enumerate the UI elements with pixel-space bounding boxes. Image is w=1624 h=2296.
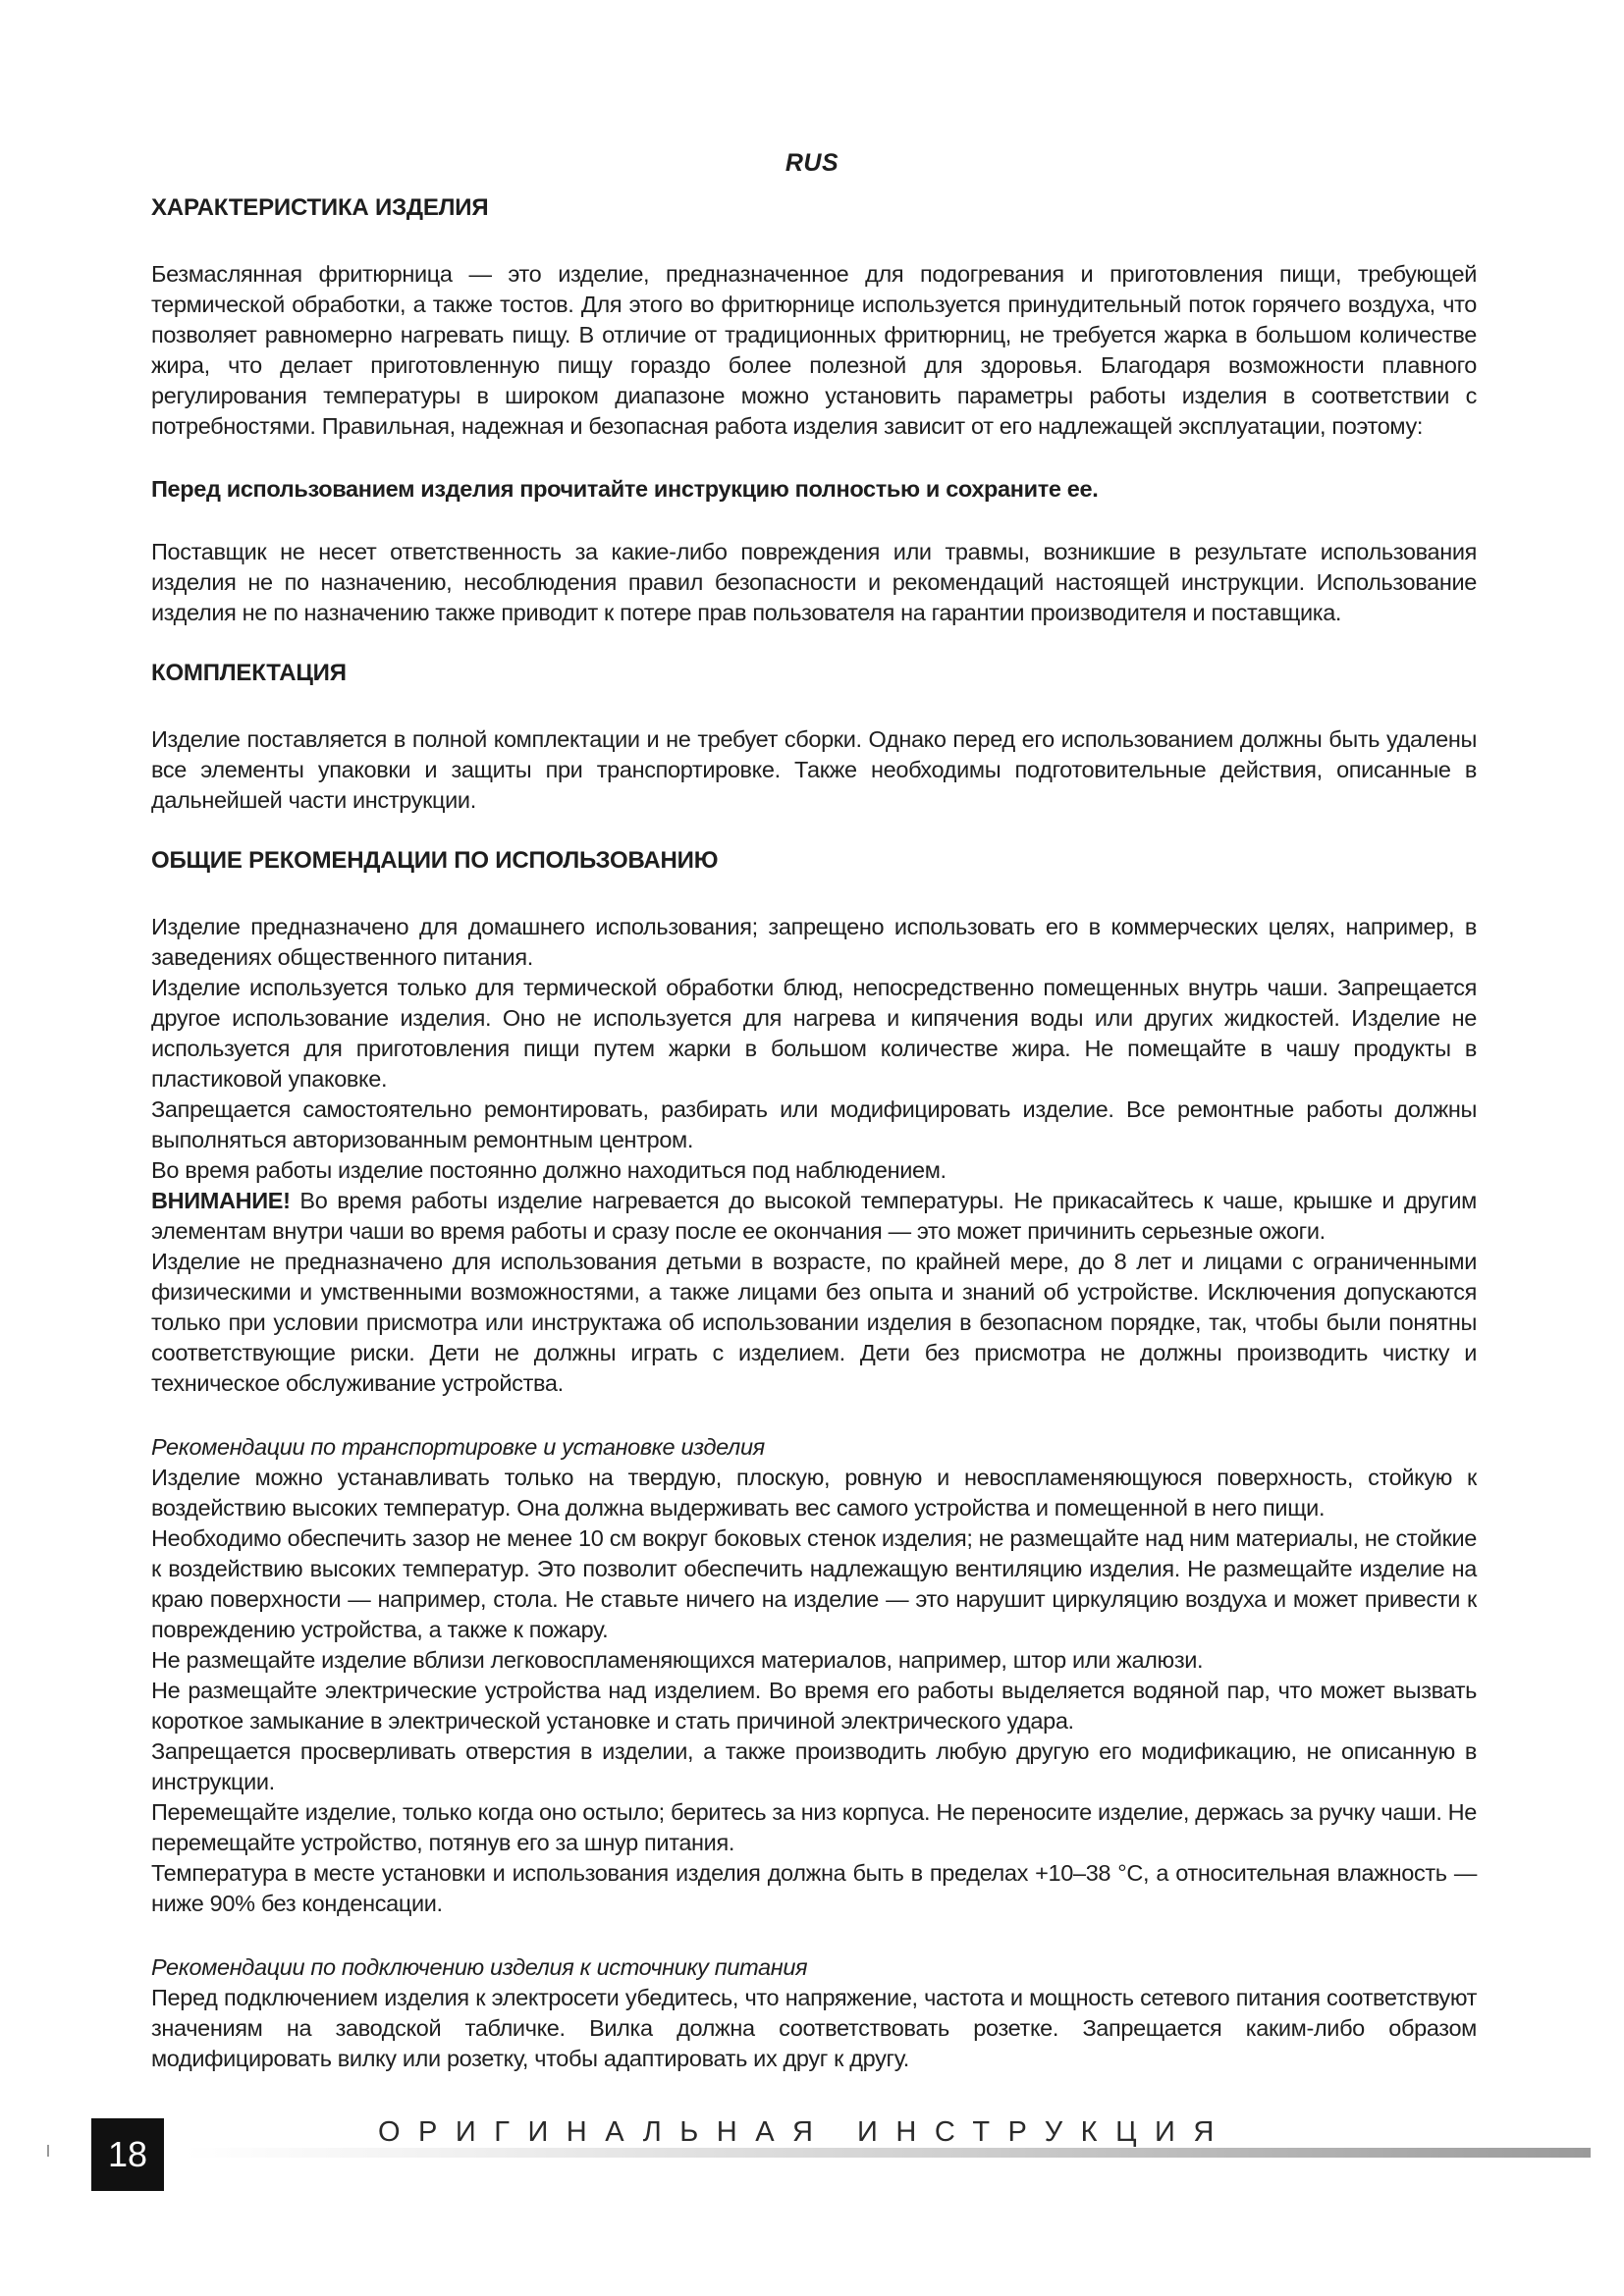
paragraph-repairs: Запрещается самостоятельно ремонтировать, разбирать или модифицировать изделие. Все ремонтные работы должны выполняться авторизованным ремонтным центром. (151, 1096, 1477, 1152)
paragraph-moving: Перемещайте изделие, только когда оно остыло; беритесь за низ корпуса. Не переносите изделие, держась за ручку чаши. Не перемещайте устройство, потянув его за шнур питания. (151, 1799, 1478, 1855)
page-content (151, 192, 1477, 2074)
paragraph-household-use: Изделие предназначено для домашнего использования; запрещено использовать его в коммерческих целях, например, в заведениях общественного питания. (151, 914, 1477, 970)
paragraph-package-contents: Изделие поставляется в полной комплектации и не требует сборки. Однако перед его использованием должны быть удалены все элементы упаковки и защиты при транспортировке. Также необходимы подготовительные действия, описанные в дальнейшей части инструкции. (151, 726, 1477, 813)
paragraph-temperature: Температура в месте установки и использования изделия должна быть в пределах +10–38 °С, а относительная влажность — ниже 90% без конденсации. (151, 1860, 1477, 1916)
paragraph-supplier-liability: Поставщик не несет ответственность за какие-либо повреждения или травмы, возникшие в результате использования изделия не по назначению, несоблюдения правил безопасности и рекомендаций настоящей инструкции. Использование изделия не по назначению также приводит к потере прав пользователя на гарантии производителя и поставщика. (151, 539, 1477, 625)
footer-gradient-line (185, 2148, 1591, 2158)
paragraph-electrical-devices: Не размещайте электрические устройства над изделием. Во время его работы выделяется водяной пар, что может вызвать короткое замыкание в электрической установке и стать причиной электрического удара. (151, 1678, 1477, 1734)
warning-keyword: ВНИМАНИЕ! (151, 1188, 291, 1213)
paragraph-supervision: Во время работы изделие постоянно должно находиться под наблюдением. (151, 1157, 947, 1183)
footer-caption: ОРИГИНАЛЬНАЯ ИНСТРУКЦИЯ (378, 2116, 1232, 2148)
paragraph-power-connection: Перед подключением изделия к электросети убедитесь, что напряжение, частота и мощность сетевого питания соответствуют значениям на заводской табличке. Вилка должна соответствовать розетке. Запрещается каким-либо образом модифицировать вилку или розетку, чтобы адаптировать их друг к другу. (151, 1985, 1477, 2071)
paragraph-surface: Изделие можно устанавливать только на твердую, плоскую, ровную и невоспламеняющуюся поверхность, стойкую к воздействию высоких температур. Она должна выдерживать вес самого устройства и помещенной в него пищи. (151, 1465, 1477, 1521)
language-label: RUS (785, 149, 839, 177)
paragraph-flammables: Не размещайте изделие вблизи легковоспламеняющихся материалов, например, штор или жалюзи. (151, 1647, 1204, 1673)
section-title-general-recommendations: ОБЩИЕ РЕКОМЕНДАЦИИ ПО ИСПОЛЬЗОВАНИЮ (151, 847, 719, 874)
paragraph-read-instructions: Перед использованием изделия прочитайте инструкцию полностью и сохраните ее. (151, 476, 1099, 502)
paragraph-warning (151, 1186, 1477, 1247)
paragraph-product-description: Безмаслянная фритюрница — это изделие, предназначенное для подогревания и приготовления пищи, требующей термической обработки, а также тостов. Для этого во фритюрнице используется принудительный поток горячего воздуха, что позволяет равномерно нагревать пищу. В отличие от традиционных фритюрниц, не требуется жарка в большом количестве жира, что делает приготовленную пищу гораздо более полезной для здоровья. Благодаря возможности плавного регулирования температуры в широком диапазоне можно установить параметры работы изделия в соответствии с потребностями. Правильная, надежная и безопасная работа изделия зависит от его надлежащей эксплуатации, поэтому: (151, 261, 1477, 439)
page-number: 18 (91, 2118, 164, 2191)
section-title-package-contents: КОМПЛЕКТАЦИЯ (151, 660, 347, 686)
subsection-title-transport-installation: Рекомендации по транспортировке и установке изделия (151, 1434, 765, 1460)
paragraph-clearance: Необходимо обеспечить зазор не менее 10 см вокруг боковых стенок изделия; не размещайте над ним материалы, не стойкие к воздействию высоких температур. Это позволит обеспечить надлежащую вентиляцию изделия. Не размещайте изделие на краю поверхности — например, стола. Не ставьте ничего на изделие — это нарушит циркуляцию воздуха и может привести к повреждению устройства, а также к пожару. (151, 1525, 1477, 1642)
subsection-title-power-connection: Рекомендации по подключению изделия к источнику питания (151, 1954, 808, 1980)
section-title-product-characteristics: ХАРАКТЕРИСТИКА ИЗДЕЛИЯ (151, 194, 489, 221)
warning-text: Во время работы изделие нагревается до высокой температуры. Не прикасайтесь к чаше, крышке и другим элементам внутри чаши во время работы и сразу после ее окончания — это может причинить серьезные ожоги. (151, 1188, 1477, 1244)
paragraph-children: Изделие не предназначено для использования детьми в возрасте, по крайней мере, до 8 лет и лицами с ограниченными физическими и умственными возможностями, а также лицами без опыта и знаний об устройстве. Исключения допускаются только при условии присмотра или инструктажа об использовании изделия в безопасном порядке, так, чтобы были понятны соответствующие риски. Дети не должны играть с изделием. Дети без присмотра не должны производить чистку и техническое обслуживание устройства. (151, 1249, 1477, 1396)
margin-tick-mark (47, 2145, 49, 2157)
paragraph-intended-use: Изделие используется только для термической обработки блюд, непосредственно помещенных внутрь чаши. Запрещается другое использование изделия. Оно не используется для нагрева и кипячения воды или других жидкостей. Изделие не используется для приготовления пищи путем жарки в большом количестве жира. Не помещайте в чашу продукты в пластиковой упаковке. (151, 975, 1477, 1092)
paragraph-drilling: Запрещается просверливать отверстия в изделии, а также производить любую другую его модификацию, не описанную в инструкции. (151, 1738, 1477, 1794)
